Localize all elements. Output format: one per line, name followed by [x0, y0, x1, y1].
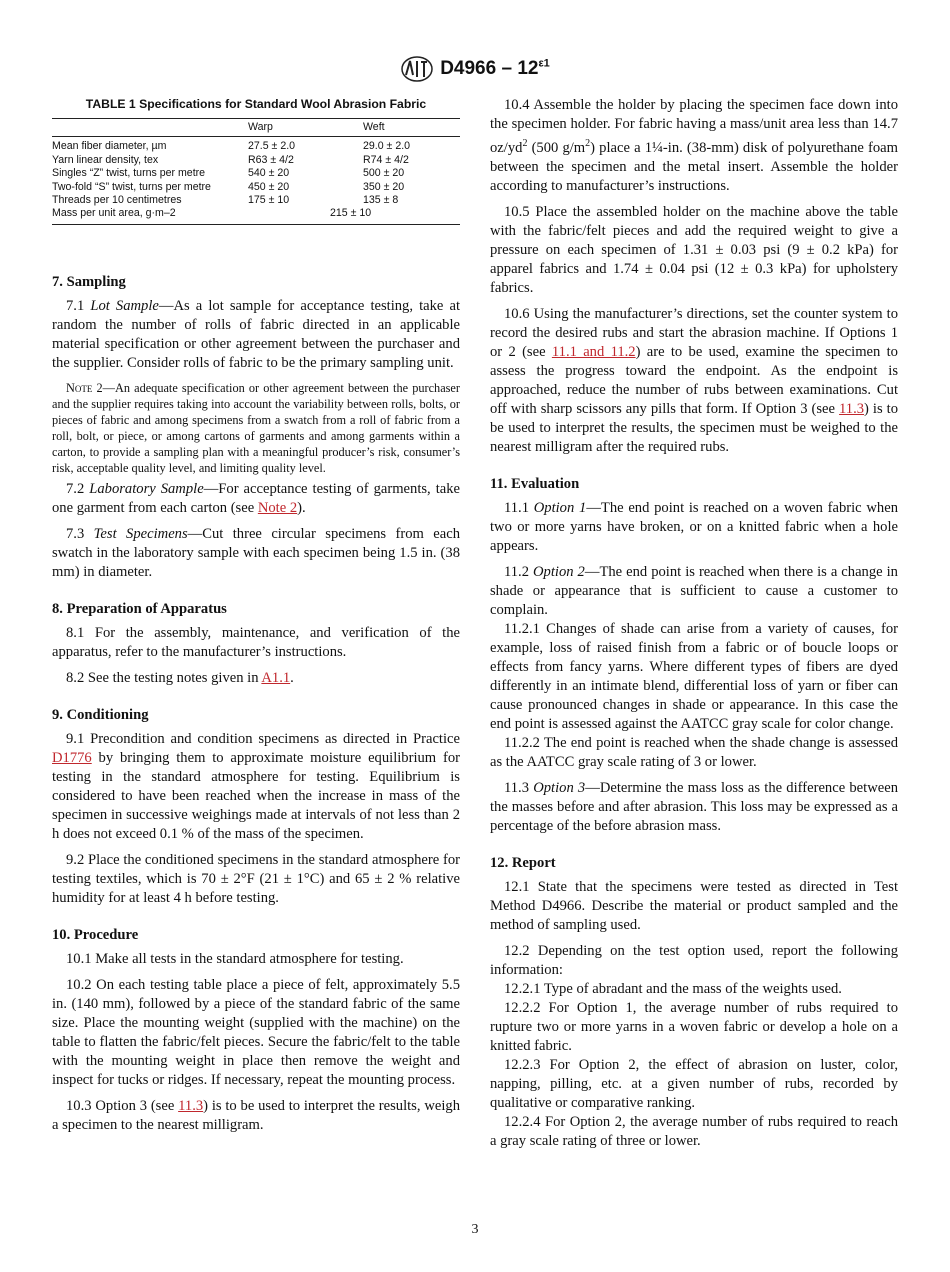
text-run: 11.2	[504, 563, 533, 580]
spec-table	[52, 118, 460, 225]
right-column	[490, 96, 898, 1151]
text-run: 12.2.2 For Option 1, the average number of rubs required to rupture two or more yarns in a woven fabric or develop a hole on a knitted fabric.	[490, 999, 898, 1054]
text-run: 7.1	[66, 297, 91, 314]
table-header-row	[52, 119, 460, 137]
text-run: 8. Preparation of Apparatus	[52, 600, 227, 617]
text-run: 10. Procedure	[52, 926, 139, 943]
text-run: 10.2 On each testing table place a piece of felt, approximately 5.5 in. (140 mm), followed by a piece of the standard fabric of the same size. Place the mounting weight (supplied with the machine) on the table to flatten the fabric/felt pieces. Secure the fabric/felt to the table with the mounting weight in place then remove the weight and inspect for tucks or ridges. If necessary, repeat the mounting process.	[52, 976, 460, 1088]
paragraph	[52, 950, 460, 969]
text-run: 11.3	[504, 779, 534, 796]
cross-reference-link[interactable]: 11.3	[178, 1097, 204, 1114]
cross-reference-link[interactable]: A1.1	[261, 669, 291, 686]
table-cell: R74 ± 4/2	[363, 153, 409, 166]
paragraph	[52, 851, 460, 908]
text-run: 11.2.2 The end point is reached when the shade change is assessed as the AATCC gray scale rating of 3 or lower.	[490, 734, 898, 770]
paragraph	[52, 730, 460, 844]
italic-term: Laboratory Sample	[89, 480, 204, 497]
table-row	[52, 167, 460, 180]
table-row	[52, 194, 460, 207]
text-run: 9. Conditioning	[52, 706, 149, 723]
text-run: 11.2.1 Changes of shade can arise from a variety of causes, for example, loss of raised finish from a fabric or of boucle loops or effects from fancy yarns. Where different types of fibers are dyed differently in an intimate blend, differential loss of yarn or fiber can cause pronounced changes in shade or appearance. In this case the end point is assessed against the AATCC gray scale for color change.	[490, 620, 898, 732]
text-run: 12.2.1 Type of abradant and the mass of the weights used.	[504, 980, 842, 997]
section-heading	[490, 475, 898, 494]
text-run: 10.4 Assemble the holder by placing the specimen face down into the specimen holder. For fabric having a mass/unit area less than 14.7 oz/yd	[490, 97, 898, 156]
table-row	[52, 154, 460, 167]
paragraph	[490, 878, 898, 935]
table-cell: Mean fiber diameter, µm	[52, 140, 167, 153]
table-row	[52, 207, 460, 224]
paragraph	[490, 96, 898, 196]
table-title: TABLE 1 Specifications for Standard Wool Abrasion Fabric	[85, 97, 427, 111]
astm-logo-icon	[400, 55, 434, 83]
paragraph	[52, 525, 460, 582]
paragraph	[52, 976, 460, 1090]
paragraph	[490, 563, 898, 620]
table-cell: 540 ± 20	[248, 167, 290, 180]
italic-term: Option 1	[533, 499, 587, 516]
text-run: .	[290, 669, 294, 686]
text-run: ).	[297, 499, 306, 516]
text-run: 7.3	[66, 525, 94, 542]
text-run: —Determine the mass loss as the difference between the masses before and after abrasion. This loss may be expressed as a percentage of the before abrasion mass.	[490, 779, 898, 834]
paragraph	[52, 1097, 460, 1135]
table-cell: 27.5 ± 2.0	[248, 140, 296, 153]
cross-reference-link[interactable]: Note 2	[257, 499, 298, 516]
table-cell: 350 ± 20	[363, 180, 405, 193]
cross-reference-link[interactable]: 11.3	[839, 400, 865, 417]
italic-term: Lot Sample	[90, 297, 159, 314]
text-run: 12.2 Depending on the test option used, report the following information:	[490, 942, 898, 978]
section-heading	[490, 854, 898, 873]
paragraph	[52, 480, 460, 518]
section-heading	[52, 600, 460, 619]
paragraph	[490, 499, 898, 556]
cross-reference-link[interactable]: D1776	[52, 749, 92, 766]
table-cell: 135 ± 8	[363, 194, 399, 207]
text-run: 12. Report	[490, 854, 556, 871]
text-run: ) are to be used, examine the specimen to assess the progress toward the endpoint. As the endpoint is approached, reduce the number of rubs between examinations. Cut off with sharp scissors any pills that form. If Option 3 (see	[490, 343, 898, 417]
italic-term: Option 2	[533, 563, 585, 580]
italic-term: Test Specimens	[93, 525, 188, 542]
table-row	[52, 181, 460, 194]
col-header-warp: Warp	[248, 119, 363, 137]
text-run: ) is to be used to interpret the results, the specimen must be weighed to the nearest milligram after the required rubs.	[490, 400, 899, 455]
text-run: 11. Evaluation	[490, 475, 580, 492]
table-cell: 29.0 ± 2.0	[363, 140, 411, 153]
text-run: 12.2.3 For Option 2, the effect of abrasion on luster, color, napping, pilling, etc. at a given number of rubs, recorded by qualitative or comparative ranking.	[490, 1056, 898, 1111]
table-cell: Mass per unit area, g·m–2	[52, 207, 176, 220]
left-column	[52, 95, 460, 1142]
text-run: by bringing them to approximate moisture equilibrium for testing in the standard atmosphere for testing. Equilibrium is considered to have been reached when the increase in mass of the specimen in successive weighings made at intervals of not less than 2 h does not exceed 0.1 % of the mass of the specimen.	[52, 749, 460, 842]
paragraph	[490, 734, 898, 772]
text-run: 9.2 Place the conditioned specimens in the standard atmosphere for testing textiles, which is 70 ± 2°F (21 ± 1°C) and 65 ± 2 % relative humidity for at least 4 h before testing.	[52, 851, 460, 906]
paragraph	[490, 980, 898, 999]
paragraph	[52, 624, 460, 662]
text-run: 10.6 Using the manufacturer’s directions, set the counter system to record the desired rubs and start the abrasion machine. If Options 1 or 2 (see	[490, 305, 898, 360]
table-cell: Singles “Z” twist, turns per metre	[52, 167, 206, 180]
text-run: 12.1 State that the specimens were tested as directed in Test Method D4966. Describe the material or product sampled and the method of sampling used.	[490, 878, 898, 933]
epsilon-superscript: ε1	[538, 57, 550, 70]
section-heading	[52, 926, 460, 945]
table-cell: 500 ± 20	[363, 167, 405, 180]
text-run: 10.5 Place the assembled holder on the machine above the table with the fabric/felt pieces and add the required weight to give a pressure on each specimen of 1.31 ± 0.03 psi (9 ± 0.2 kPa) for apparel fabrics and 1.74 ± 0.04 psi (12 ± 0.3 kPa) for upholstery fabrics.	[490, 203, 898, 296]
section-heading	[52, 706, 460, 725]
designation: D4966 – 12	[440, 58, 539, 80]
text-run: —As a lot sample for acceptance testing, take at random the number of rolls of fabric directed in an applicable material specification or other agreement between the purchaser and the supplier. Consider rolls of fabric to be the primary sampling unit.	[52, 297, 461, 371]
table-cell: Threads per 10 centimetres	[52, 194, 182, 207]
text-run: —Cut three circular specimens from each swatch in the laboratory sample with each specimen being 1.5 in. (38 mm) in diameter.	[52, 525, 460, 580]
text-run: 2—An adequate specification or other agreement between the purchaser and the supplier requires taking into account the variability between rolls, bolts, or pieces of fabric and among specimens from a swatch from a roll of fabric from a roll, bolt, or piece, or among cartons of garments and among garments within a carton, to provide a sampling plan with a meaningful producer’s risk, consumer’s risk, acceptable quality level, and limiting quality level.	[52, 380, 460, 475]
text-run: —The end point is reached when there is a change in shade or appearance that is sufficient to cause a customer to complain.	[490, 563, 898, 618]
cross-reference-link[interactable]: 11.1 and 11.2	[551, 343, 636, 360]
table-cell: Yarn linear density, tex	[52, 153, 159, 166]
paragraph	[490, 999, 898, 1056]
text-run: (500 g/m	[527, 139, 586, 156]
page-number: 3	[471, 1222, 479, 1237]
text-run: 7.2	[66, 480, 90, 497]
table-row	[52, 137, 460, 154]
table-cell: 215 ± 10	[330, 207, 372, 220]
italic-term: Option 3	[533, 779, 586, 796]
paragraph	[490, 305, 898, 457]
paragraph	[52, 297, 460, 373]
paragraph	[490, 1056, 898, 1113]
table-cell: 175 ± 10	[248, 194, 290, 207]
table-cell: Two-fold “S” twist, turns per metre	[52, 180, 211, 193]
text-run: 8.1 For the assembly, maintenance, and verification of the apparatus, refer to the manufacturer’s instructions.	[52, 624, 460, 660]
text-run: 7. Sampling	[52, 273, 126, 290]
text-run: —The end point is reached on a woven fabric when two or more yarns have broken, or on a knitted fabric when a hole appears.	[490, 499, 898, 554]
text-run: 9.1 Precondition and condition specimens as directed in Practice	[66, 730, 460, 747]
table-cell: 450 ± 20	[248, 180, 290, 193]
page-header	[0, 55, 950, 83]
text-run: 10.3 Option 3 (see	[66, 1097, 179, 1114]
text-run: 11.1	[504, 499, 534, 516]
text-run: 10.1 Make all tests in the standard atmosphere for testing.	[66, 950, 404, 967]
text-run: —For acceptance testing of garments, take one garment from each carton (see	[52, 480, 461, 516]
superscript: 2	[522, 138, 528, 149]
note-paragraph	[52, 380, 460, 476]
paragraph	[490, 779, 898, 836]
text-run: ) is to be used to interpret the results, weigh a specimen to the nearest milligram.	[52, 1097, 460, 1133]
col-header-weft: Weft	[363, 119, 460, 137]
paragraph	[490, 620, 898, 734]
paragraph	[52, 669, 460, 688]
superscript: 2	[585, 138, 591, 149]
col-header	[52, 119, 248, 137]
paragraph	[490, 942, 898, 980]
text-run: 8.2 See the testing notes given in	[66, 669, 262, 686]
text-run: ) place a 1¼-in. (38-mm) disk of polyurethane foam between the specimen and the metal insert. Assemble the holder according to manufacturer’s instructions.	[490, 139, 898, 194]
paragraph	[490, 203, 898, 298]
section-heading	[52, 273, 460, 292]
paragraph	[490, 1113, 898, 1151]
table-cell: R63 ± 4/2	[248, 153, 294, 166]
text-run: 12.2.4 For Option 2, the average number of rubs required to reach a gray scale rating of three or lower.	[490, 1113, 898, 1149]
note-label: Note	[66, 380, 93, 395]
